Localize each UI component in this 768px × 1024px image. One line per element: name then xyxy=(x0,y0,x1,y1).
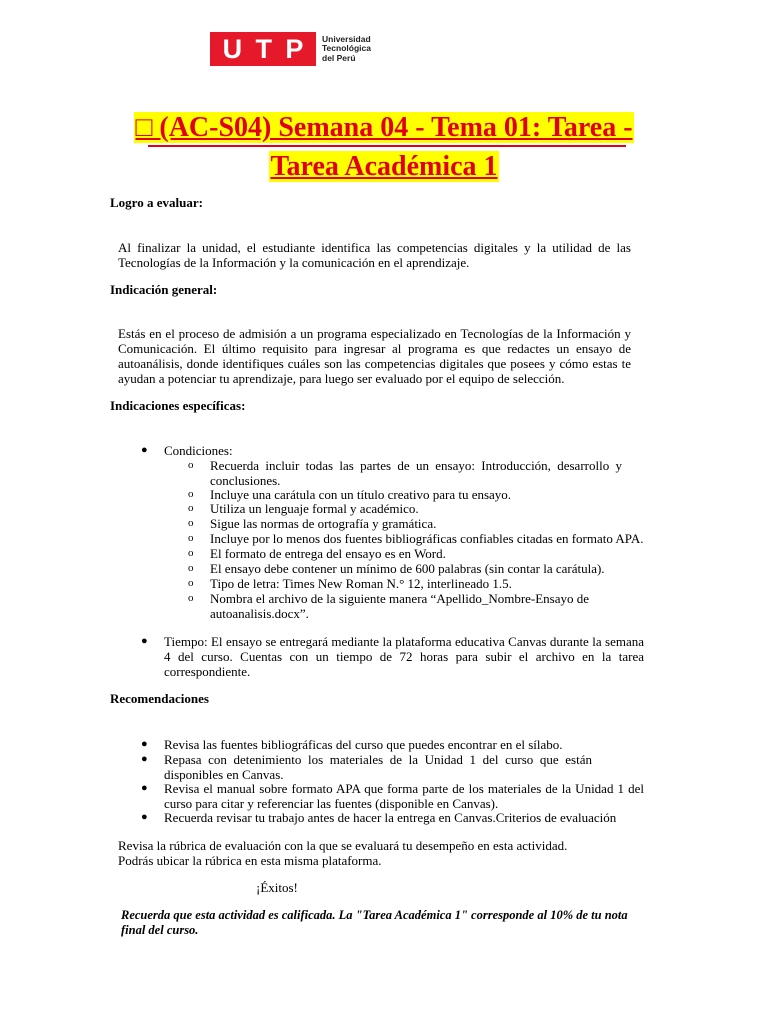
logro-heading: Logro a evaluar: xyxy=(110,195,203,210)
logo-letter-p: P xyxy=(285,34,304,64)
logo-line: Universidad xyxy=(322,33,371,44)
bullet-icon: ● xyxy=(141,811,148,823)
condicion-item: Incluye por lo menos dos fuentes bibliográficas confiables citadas en formato APA. xyxy=(210,531,644,546)
condicion-item: Recuerda incluir todas las partes de un ensayo: Introducción, desarrollo y conclusiones. xyxy=(210,458,622,488)
logo-line: Tecnológica xyxy=(322,43,371,54)
logo-line: del Perú xyxy=(322,52,356,63)
sub-bullet-icon: o xyxy=(188,577,194,589)
title-divider xyxy=(148,145,626,147)
page-title-line1: □ (AC-S04) Semana 04 - Tema 01: Tarea - xyxy=(135,112,633,143)
final-note: Recuerda que esta actividad es calificada. La "Tarea Académica 1" corresponde al 10% de tu nota final del curso. xyxy=(121,908,628,937)
page-title-line2: Tarea Académica 1 xyxy=(270,151,498,182)
bullet-icon: ● xyxy=(141,444,148,456)
recomendacion-item: Recuerda revisar tu trabajo antes de hacer la entrega en Canvas.Criterios de evaluación xyxy=(164,810,617,825)
condicion-item: Incluye una carátula con un título creativo para tu ensayo. xyxy=(210,487,512,502)
condicion-item: El formato de entrega del ensayo es en Word. xyxy=(210,546,446,561)
sub-bullet-icon: o xyxy=(188,562,194,574)
bullet-icon: ● xyxy=(141,753,148,765)
condicion-item: Utiliza un lenguaje formal y académico. xyxy=(210,501,419,516)
general-heading: Indicación general: xyxy=(110,282,218,297)
condicion-item: El ensayo debe contener un mínimo de 600 palabras (sin contar la carátula). xyxy=(210,561,605,576)
recomendacion-item: Revisa el manual sobre formato APA que forma parte de los materiales de la Unidad 1 del curso para citar y referenciar las fuentes (disponible en Canvas). xyxy=(164,781,644,811)
sub-bullet-icon: o xyxy=(188,592,194,604)
bullet-icon: ● xyxy=(141,782,148,794)
rubrica-line2: Podrás ubicar la rúbrica en esta misma plataforma. xyxy=(118,853,382,868)
sub-bullet-icon: o xyxy=(188,502,194,514)
bullet-icon: ● xyxy=(141,635,148,647)
logo-letter-t: T xyxy=(255,34,272,64)
tiempo-text: Tiempo: El ensayo se entregará mediante la plataforma educativa Canvas durante la semana 4 del curso. Cuentas con un tiempo de 72 horas para subir el archivo en la tarea correspondiente. xyxy=(164,634,644,679)
condicion-item: Nombra el archivo de la siguiente manera “Apellido_Nombre-Ensayo de autoanalisis.docx”. xyxy=(210,591,590,621)
sub-bullet-icon: o xyxy=(188,488,194,500)
bullet-icon: ● xyxy=(141,738,148,750)
utp-logo xyxy=(210,32,371,66)
condicion-item: Tipo de letra: Times New Roman N.° 12, interlineado 1.5. xyxy=(210,576,512,591)
recomendacion-item: Revisa las fuentes bibliográficas del curso que puedes encontrar en el sílabo. xyxy=(164,737,563,752)
logro-text: Al finalizar la unidad, el estudiante identifica las competencias digitales y la utilidad de las Tecnologías de la Información y la comunicación en el aprendizaje. xyxy=(118,240,631,270)
rubrica-line1: Revisa la rúbrica de evaluación con la que se evaluará tu desempeño en esta actividad. xyxy=(118,838,568,853)
sub-bullet-icon: o xyxy=(188,517,194,529)
exitos-text: ¡Éxitos! xyxy=(256,880,298,895)
sub-bullet-icon: o xyxy=(188,459,194,471)
general-text: Estás en el proceso de admisión a un programa especializado en Tecnologías de la Información y Comunicación. El último requisito para ingresar al programa es que redactes un ensayo de autoanálisis, donde identifiques cuáles son las competencias digitales que posees y cómo estas te ayudan a potenciar tu aprendizaje, para luego ser evaluado por el equipo de selección. xyxy=(118,326,631,386)
sub-bullet-icon: o xyxy=(188,547,194,559)
recomendacion-item: Repasa con detenimiento los materiales de la Unidad 1 del curso que están disponibles en Canvas. xyxy=(164,752,592,782)
condicion-item: Sigue las normas de ortografía y gramática. xyxy=(210,516,437,531)
sub-bullet-icon: o xyxy=(188,532,194,544)
logo-wordmark xyxy=(322,35,371,64)
recomendaciones-heading: Recomendaciones xyxy=(110,691,209,706)
especificas-heading: Indicaciones específicas: xyxy=(110,398,246,413)
logo-mark xyxy=(210,32,316,66)
condiciones-label: Condiciones: xyxy=(164,443,233,458)
logo-letter-u: U xyxy=(222,34,243,64)
